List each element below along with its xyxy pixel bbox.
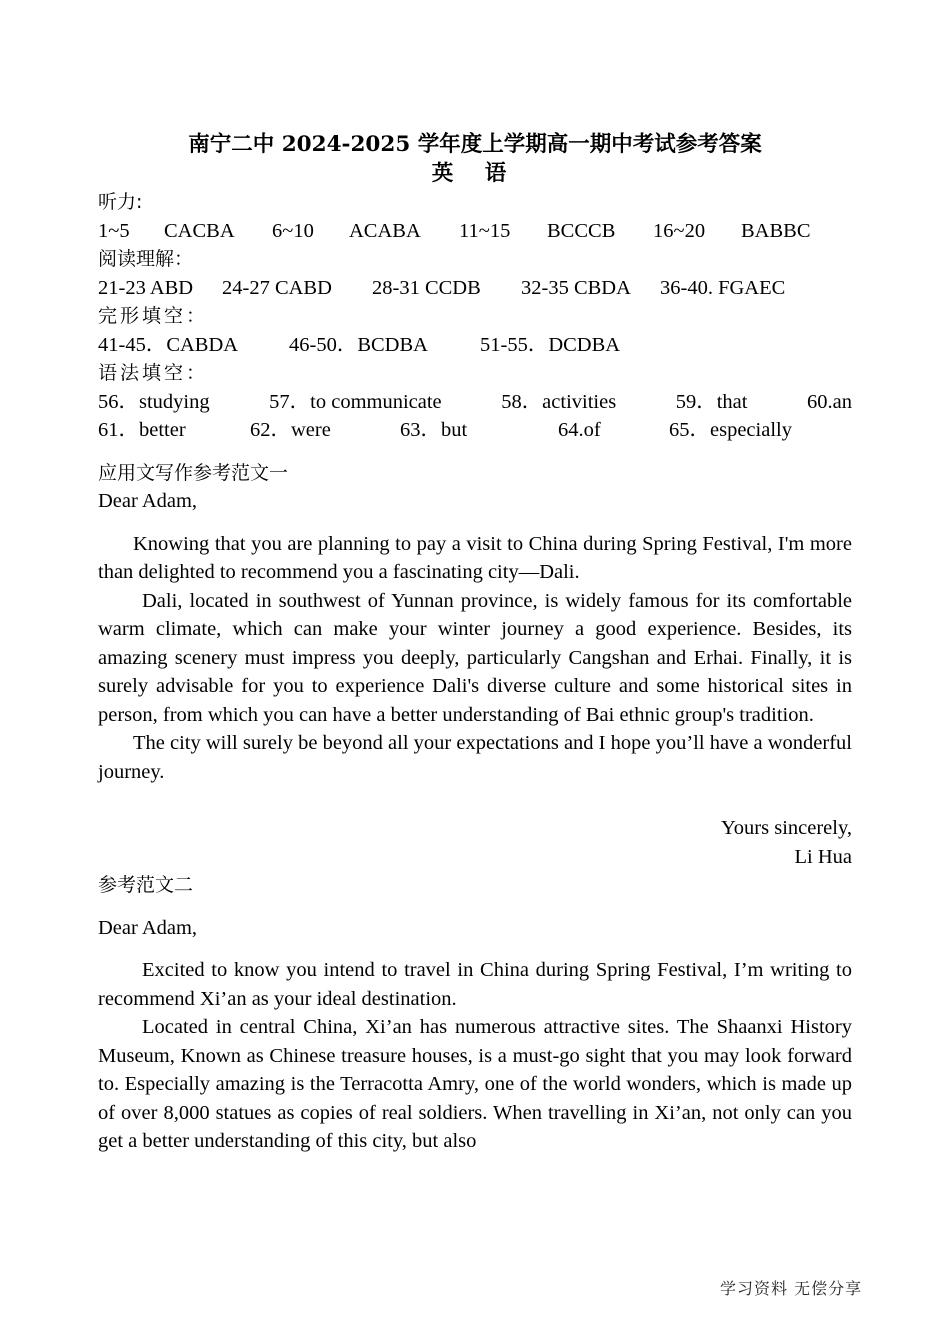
- reading-answers: [98, 274, 852, 303]
- answer-group: 46-50．BCDBA: [289, 333, 428, 356]
- answer-key: BABBC: [741, 219, 811, 242]
- grammar-answers-row1: [98, 388, 852, 417]
- essay1-paragraph: The city will surely be beyond all your expectations and I hope you’ll have a wonderful journey.: [98, 732, 852, 783]
- essay1-closing: Yours sincerely,: [721, 817, 852, 839]
- answer-item: 65．especially: [669, 419, 792, 441]
- cloze-answers: [98, 331, 852, 360]
- essay1-signature: Li Hua: [794, 845, 852, 868]
- grammar-label: 语法填空：: [98, 362, 209, 384]
- listening-label: 听力:: [98, 191, 143, 213]
- answer-group: 24-27 CABD: [222, 276, 332, 299]
- essay1-greeting: Dear Adam,: [98, 490, 198, 512]
- answer-range: 1~5: [98, 219, 130, 242]
- answer-range: 11~15: [459, 219, 511, 242]
- answer-document: [98, 130, 852, 1156]
- essay1-paragraph: Knowing that you are planning to pay a visit to China during Spring Festival, I'm more than delighted to recommend you a fascinating city—Dali.: [98, 532, 852, 583]
- essay1-heading: 应用文写作参考范文一: [98, 461, 289, 484]
- essay2-heading: 参考范文二: [98, 874, 194, 896]
- answer-key: BCCCB: [547, 219, 616, 242]
- essay2-greeting: Dear Adam,: [98, 916, 198, 939]
- subject-title: 英 语: [431, 161, 519, 186]
- answer-group: 51-55．DCDBA: [480, 333, 621, 356]
- footer-note: 学习资料 无偿分享: [720, 1279, 863, 1298]
- answer-range: 6~10: [272, 219, 314, 242]
- answer-group: 21-23 ABD: [98, 276, 194, 299]
- answer-key: CACBA: [164, 219, 235, 242]
- document-title: 南宁二中 2024-2025 学年度上学期高一期中考试参考答案: [188, 132, 762, 157]
- answer-group: 36-40. FGAEC: [660, 276, 786, 299]
- answer-group: 41-45．CABDA: [98, 333, 239, 356]
- essay2-paragraph: Excited to know you intend to travel in China during Spring Festival, I’m writing to recommend Xi’an as your ideal destination.: [98, 959, 852, 1010]
- answer-item: 57．to communicate: [269, 390, 442, 413]
- answer-group: 32-35 CBDA: [521, 276, 631, 299]
- essay1-paragraph: Dali, located in southwest of Yunnan province, is widely famous for its comfortable warm climate, which can make your winter journey a good experience. Besides, its amazing scenery must impress you deeply, particularly Cangshan and Erhai. Finally, it is surely advisable for you to experience Dali's diverse culture and some historical sites in person, from which you can have a better understanding of Bai ethnic group's tradition.: [98, 589, 852, 726]
- listening-answers: [98, 217, 852, 246]
- answer-item: 63．but: [400, 419, 468, 441]
- answer-item: 58．activities: [501, 390, 617, 413]
- answer-item: 62．were: [250, 419, 331, 441]
- grammar-answers-row2: [98, 416, 852, 445]
- cloze-label: 完形填空：: [98, 305, 209, 327]
- essay2-paragraph: Located in central China, Xi’an has numerous attractive sites. The Shaanxi History Museum, Known as Chinese treasure houses, is a must-go sight that you may look forward to. Especially amazing is the Terracotta Amry, one of the world wonders, which is made up of over 8,000 statues as copies of real soldiers. When travelling in Xi’an, not only can you get a better understanding of this city, but also: [98, 1016, 852, 1152]
- answer-group: 28-31 CCDB: [372, 276, 481, 299]
- answer-item: 61．better: [98, 419, 186, 441]
- answer-item: 64.of: [558, 419, 601, 441]
- reading-label: 阅读理解：: [98, 248, 194, 270]
- answer-key: ACABA: [349, 219, 421, 242]
- answer-range: 16~20: [653, 219, 706, 242]
- answer-item: 56．studying: [98, 390, 210, 413]
- answer-item: 60.an: [807, 390, 852, 413]
- answer-item: 59．that: [675, 390, 748, 413]
